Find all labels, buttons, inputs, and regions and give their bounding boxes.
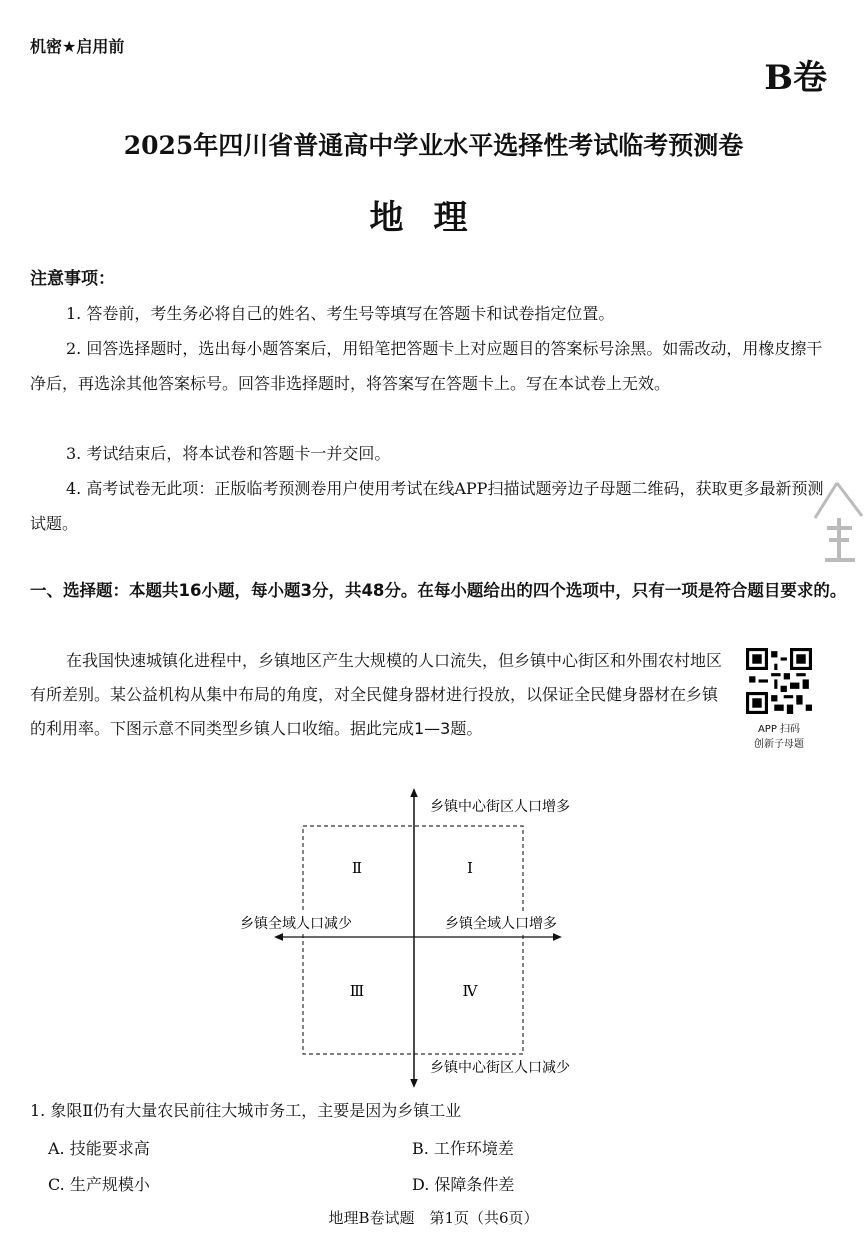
notice-item-2: 2. 回答选择题时，选出每小题答案后，用铅笔把答题卡上对应题目的答案标号涂黑。如需改动，用橡皮擦干净后，再选涂其他答案标号。回答非选择题时，将答案写在答题卡上。写在本试卷上无效。 (30, 339, 823, 393)
qr-code-icon[interactable] (746, 648, 812, 714)
quadrant-3-label: Ⅲ (349, 982, 365, 1000)
question-1-option-d[interactable]: D. 保障条件差 (412, 1175, 515, 1194)
subject-title: 地理 (369, 198, 498, 238)
exam-title: 2025年四川省普通高中学业水平选择性考试临考预测卷 (123, 131, 744, 160)
x-axis-right-label: 乡镇全域人口增多 (445, 916, 557, 932)
section-one-heading: 一、选择题：本题共16小题，每小题3分，共48分。在每小题给出的四个选项中，只有一项是符合题目要求的。 (30, 581, 847, 600)
question-1-stem: 1. 象限Ⅱ仍有大量农民前往大城市务工，主要是因为乡镇工业 (30, 1101, 462, 1120)
quadrant-2-label: Ⅱ (351, 859, 363, 877)
notice-item-3: 3. 考试结束后，将本试卷和答题卡一并交回。 (66, 444, 391, 463)
population-quadrant-diagram (240, 780, 620, 1090)
y-axis-top-label: 乡镇中心街区人口增多 (430, 799, 570, 815)
watermark-logo-icon (807, 478, 867, 568)
quadrant-1-label: Ⅰ (467, 859, 473, 877)
dashed-boundary-box (303, 826, 523, 1054)
y-axis-bottom-label: 乡镇中心街区人口减少 (430, 1060, 570, 1076)
notice-item-1: 1. 答卷前，考生务必将自己的姓名、考生号等填写在答题卡和试卷指定位置。 (66, 304, 615, 323)
notice-heading: 注意事项： (30, 269, 115, 289)
confidential-label: 机密★启用前 (30, 37, 125, 56)
quadrant-4-label: Ⅳ (462, 982, 478, 1000)
x-axis-left-label: 乡镇全域人口减少 (240, 916, 352, 932)
notice-item-4: 4. 高考试卷无此项：正版临考预测卷用户使用考试在线APP扫描试题旁边子母题二维码，获取更多最新预测试题。 (30, 479, 824, 533)
qr-label-line-2: 创新子母题 (754, 739, 804, 750)
question-1-option-c[interactable]: C. 生产规模小 (48, 1175, 150, 1194)
passage-text: 在我国快速城镇化进程中，乡镇地区产生大规模的人口流失，但乡镇中心街区和外围农村地区有所差别。某公益机构从集中布局的角度，对全民健身器材进行投放，以保证全民健身器材在乡镇的利用率。下图示意不同类型乡镇人口收缩。据此完成1—3题。 (30, 651, 723, 738)
page-footer: 地理B卷试题 第1页（共6页） (328, 1209, 539, 1227)
question-1-option-b[interactable]: B. 工作环境差 (412, 1139, 514, 1158)
qr-label-line-1: APP 扫码 (757, 724, 801, 735)
paper-type-label: B卷 (764, 58, 827, 98)
question-1-option-a[interactable]: A. 技能要求高 (48, 1139, 150, 1158)
qr-label (734, 722, 824, 752)
